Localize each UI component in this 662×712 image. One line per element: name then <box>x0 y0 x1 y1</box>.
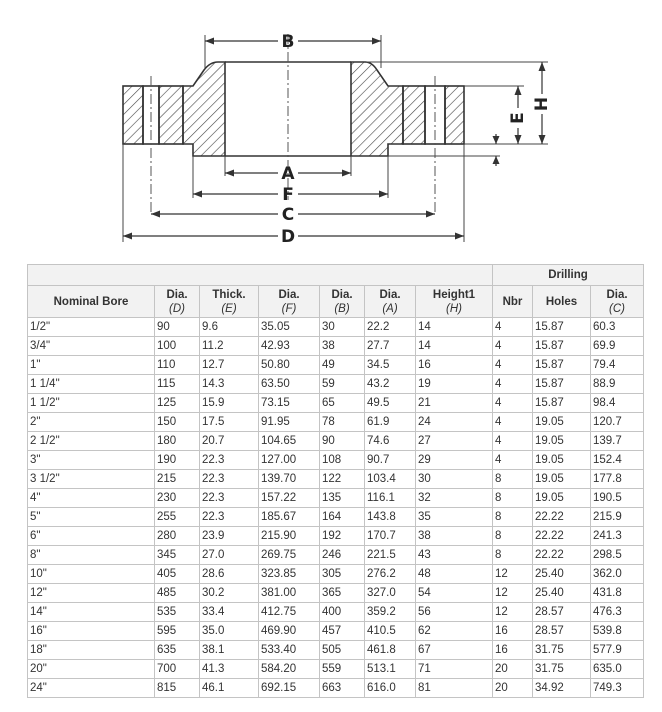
cell-dia-c: 635.0 <box>591 660 644 679</box>
cell-dia-a: 49.5 <box>365 394 416 413</box>
cell-thick-e: 14.3 <box>200 375 259 394</box>
cell-dia-d: 535 <box>155 603 200 622</box>
cell-holes: 34.92 <box>533 679 591 698</box>
table-row <box>28 679 644 698</box>
cell-dia-b: 38 <box>320 337 365 356</box>
cell-dia-b: 457 <box>320 622 365 641</box>
cell-nbr: 8 <box>493 527 533 546</box>
cell-dia-c: 98.4 <box>591 394 644 413</box>
label-b: B <box>281 32 295 52</box>
cell-dia-d: 485 <box>155 584 200 603</box>
cell-holes: 15.87 <box>533 356 591 375</box>
cell-dia-b: 305 <box>320 565 365 584</box>
cell-dia-f: 139.70 <box>259 470 320 489</box>
cell-nominal-bore: 2 1/2" <box>28 432 155 451</box>
cell-nbr: 12 <box>493 603 533 622</box>
cell-dia-f: 42.93 <box>259 337 320 356</box>
cell-dia-a: 221.5 <box>365 546 416 565</box>
header-dia-f: Dia. (F) <box>259 286 320 318</box>
cell-dia-d: 700 <box>155 660 200 679</box>
cell-dia-d: 405 <box>155 565 200 584</box>
cell-thick-e: 20.7 <box>200 432 259 451</box>
cell-thick-e: 27.0 <box>200 546 259 565</box>
cell-nominal-bore: 5" <box>28 508 155 527</box>
cell-dia-c: 152.4 <box>591 451 644 470</box>
cell-dia-f: 692.15 <box>259 679 320 698</box>
cell-nbr: 8 <box>493 470 533 489</box>
cell-dia-d: 100 <box>155 337 200 356</box>
cell-dia-c: 298.5 <box>591 546 644 565</box>
header-blank <box>28 265 493 286</box>
cell-nbr: 20 <box>493 679 533 698</box>
cell-height-h: 19 <box>416 375 493 394</box>
cell-dia-b: 65 <box>320 394 365 413</box>
cell-holes: 22.22 <box>533 546 591 565</box>
table-row <box>28 356 644 375</box>
cell-nominal-bore: 3 1/2" <box>28 470 155 489</box>
header-dia-d: Dia. (D) <box>155 286 200 318</box>
cell-dia-c: 60.3 <box>591 318 644 337</box>
table-row <box>28 508 644 527</box>
cell-height-h: 38 <box>416 527 493 546</box>
cell-dia-f: 533.40 <box>259 641 320 660</box>
cell-nbr: 8 <box>493 508 533 527</box>
table-row <box>28 489 644 508</box>
cell-dia-a: 90.7 <box>365 451 416 470</box>
cell-dia-a: 61.9 <box>365 413 416 432</box>
cell-dia-d: 815 <box>155 679 200 698</box>
cell-nominal-bore: 1/2" <box>28 318 155 337</box>
cell-dia-f: 584.20 <box>259 660 320 679</box>
cell-nbr: 4 <box>493 432 533 451</box>
cell-thick-e: 38.1 <box>200 641 259 660</box>
cell-dia-c: 539.8 <box>591 622 644 641</box>
cell-holes: 19.05 <box>533 489 591 508</box>
cell-thick-e: 12.7 <box>200 356 259 375</box>
cell-holes: 19.05 <box>533 470 591 489</box>
cell-nbr: 4 <box>493 451 533 470</box>
cell-dia-b: 192 <box>320 527 365 546</box>
cell-dia-f: 412.75 <box>259 603 320 622</box>
cell-dia-c: 476.3 <box>591 603 644 622</box>
cell-height-h: 35 <box>416 508 493 527</box>
cell-height-h: 14 <box>416 318 493 337</box>
cell-dia-d: 215 <box>155 470 200 489</box>
table-row <box>28 375 644 394</box>
label-c: C <box>281 205 295 225</box>
cell-nominal-bore: 24" <box>28 679 155 698</box>
cell-dia-d: 635 <box>155 641 200 660</box>
cell-dia-f: 215.90 <box>259 527 320 546</box>
cell-dia-f: 157.22 <box>259 489 320 508</box>
cell-nominal-bore: 20" <box>28 660 155 679</box>
cell-holes: 19.05 <box>533 451 591 470</box>
cell-thick-e: 33.4 <box>200 603 259 622</box>
cell-height-h: 67 <box>416 641 493 660</box>
cell-thick-e: 9.6 <box>200 318 259 337</box>
cell-dia-c: 88.9 <box>591 375 644 394</box>
cell-dia-b: 49 <box>320 356 365 375</box>
cell-dia-c: 241.3 <box>591 527 644 546</box>
cell-dia-d: 230 <box>155 489 200 508</box>
table-row <box>28 432 644 451</box>
cell-nominal-bore: 10" <box>28 565 155 584</box>
cell-dia-b: 135 <box>320 489 365 508</box>
dimensions-table-container <box>27 264 644 698</box>
cell-dia-c: 749.3 <box>591 679 644 698</box>
cell-dia-a: 143.8 <box>365 508 416 527</box>
cell-dia-a: 43.2 <box>365 375 416 394</box>
cell-dia-c: 79.4 <box>591 356 644 375</box>
cell-nominal-bore: 8" <box>28 546 155 565</box>
cell-dia-b: 59 <box>320 375 365 394</box>
cell-thick-e: 35.0 <box>200 622 259 641</box>
cell-dia-b: 663 <box>320 679 365 698</box>
cell-nominal-bore: 1 1/2" <box>28 394 155 413</box>
cell-dia-b: 505 <box>320 641 365 660</box>
cell-dia-f: 50.80 <box>259 356 320 375</box>
cell-dia-c: 577.9 <box>591 641 644 660</box>
cell-dia-a: 34.5 <box>365 356 416 375</box>
table-row <box>28 470 644 489</box>
table-body <box>28 318 644 698</box>
cell-dia-a: 513.1 <box>365 660 416 679</box>
cell-thick-e: 23.9 <box>200 527 259 546</box>
cell-dia-b: 164 <box>320 508 365 527</box>
cell-nbr: 8 <box>493 489 533 508</box>
cell-dia-b: 400 <box>320 603 365 622</box>
cell-nbr: 12 <box>493 565 533 584</box>
cell-dia-b: 122 <box>320 470 365 489</box>
cell-holes: 15.87 <box>533 318 591 337</box>
cell-thick-e: 17.5 <box>200 413 259 432</box>
header-dia-a: Dia. (A) <box>365 286 416 318</box>
cell-dia-d: 280 <box>155 527 200 546</box>
cell-dia-f: 63.50 <box>259 375 320 394</box>
label-h: H <box>532 96 552 112</box>
flange-section <box>123 62 464 156</box>
table-row <box>28 318 644 337</box>
cell-dia-f: 35.05 <box>259 318 320 337</box>
label-f: F <box>282 185 294 205</box>
cell-nbr: 12 <box>493 584 533 603</box>
cell-dia-c: 177.8 <box>591 470 644 489</box>
header-nbr: Nbr <box>493 286 533 318</box>
table-row <box>28 603 644 622</box>
cell-nominal-bore: 18" <box>28 641 155 660</box>
cell-nbr: 4 <box>493 394 533 413</box>
cell-thick-e: 22.3 <box>200 489 259 508</box>
cell-dia-c: 215.9 <box>591 508 644 527</box>
label-a: A <box>281 164 295 184</box>
cell-dia-b: 246 <box>320 546 365 565</box>
cell-dia-b: 78 <box>320 413 365 432</box>
cell-dia-a: 327.0 <box>365 584 416 603</box>
cell-dia-d: 595 <box>155 622 200 641</box>
cell-nominal-bore: 14" <box>28 603 155 622</box>
cell-nominal-bore: 1 1/4" <box>28 375 155 394</box>
cell-height-h: 30 <box>416 470 493 489</box>
cell-holes: 22.22 <box>533 508 591 527</box>
table-row <box>28 413 644 432</box>
table-row <box>28 546 644 565</box>
cell-dia-f: 269.75 <box>259 546 320 565</box>
table-row <box>28 660 644 679</box>
cell-dia-d: 90 <box>155 318 200 337</box>
cell-dia-a: 359.2 <box>365 603 416 622</box>
cell-height-h: 29 <box>416 451 493 470</box>
cell-height-h: 48 <box>416 565 493 584</box>
cell-nominal-bore: 3/4" <box>28 337 155 356</box>
cell-holes: 15.87 <box>533 337 591 356</box>
cell-holes: 22.22 <box>533 527 591 546</box>
cell-dia-b: 559 <box>320 660 365 679</box>
table-row <box>28 622 644 641</box>
cell-dia-d: 180 <box>155 432 200 451</box>
cell-nominal-bore: 6" <box>28 527 155 546</box>
cell-dia-f: 323.85 <box>259 565 320 584</box>
cell-thick-e: 11.2 <box>200 337 259 356</box>
cell-dia-a: 616.0 <box>365 679 416 698</box>
cell-dia-c: 362.0 <box>591 565 644 584</box>
table-header <box>28 265 644 318</box>
table-row <box>28 451 644 470</box>
cell-holes: 15.87 <box>533 375 591 394</box>
cell-nbr: 16 <box>493 622 533 641</box>
cell-dia-d: 190 <box>155 451 200 470</box>
cell-holes: 25.40 <box>533 584 591 603</box>
cell-thick-e: 22.3 <box>200 451 259 470</box>
cell-thick-e: 28.6 <box>200 565 259 584</box>
cell-nominal-bore: 12" <box>28 584 155 603</box>
cell-dia-f: 104.65 <box>259 432 320 451</box>
cell-nbr: 4 <box>493 337 533 356</box>
cell-thick-e: 15.9 <box>200 394 259 413</box>
cell-thick-e: 22.3 <box>200 508 259 527</box>
cell-nominal-bore: 4" <box>28 489 155 508</box>
cell-holes: 31.75 <box>533 660 591 679</box>
cell-holes: 28.57 <box>533 622 591 641</box>
cell-height-h: 71 <box>416 660 493 679</box>
label-d: D <box>280 227 296 247</box>
cell-nbr: 4 <box>493 356 533 375</box>
cell-dia-a: 22.2 <box>365 318 416 337</box>
cell-dia-a: 170.7 <box>365 527 416 546</box>
cell-dia-f: 185.67 <box>259 508 320 527</box>
table-row <box>28 394 644 413</box>
header-holes: Holes <box>533 286 591 318</box>
cell-thick-e: 30.2 <box>200 584 259 603</box>
cell-height-h: 24 <box>416 413 493 432</box>
cell-height-h: 27 <box>416 432 493 451</box>
cell-dia-b: 365 <box>320 584 365 603</box>
cell-nbr: 16 <box>493 641 533 660</box>
cell-dia-a: 74.6 <box>365 432 416 451</box>
header-nominal-bore: Nominal Bore <box>28 286 155 318</box>
table-row <box>28 641 644 660</box>
cell-thick-e: 22.3 <box>200 470 259 489</box>
flange-diagram <box>0 0 662 258</box>
cell-nominal-bore: 1" <box>28 356 155 375</box>
cell-holes: 15.87 <box>533 394 591 413</box>
cell-dia-a: 410.5 <box>365 622 416 641</box>
cell-height-h: 16 <box>416 356 493 375</box>
cell-dia-a: 103.4 <box>365 470 416 489</box>
cell-nominal-bore: 2" <box>28 413 155 432</box>
cell-dia-c: 431.8 <box>591 584 644 603</box>
cell-dia-d: 115 <box>155 375 200 394</box>
cell-dia-d: 125 <box>155 394 200 413</box>
cell-height-h: 21 <box>416 394 493 413</box>
cell-dia-b: 90 <box>320 432 365 451</box>
cell-dia-c: 139.7 <box>591 432 644 451</box>
cell-dia-a: 461.8 <box>365 641 416 660</box>
cell-dia-c: 190.5 <box>591 489 644 508</box>
cell-height-h: 32 <box>416 489 493 508</box>
cell-height-h: 81 <box>416 679 493 698</box>
cell-nbr: 4 <box>493 375 533 394</box>
cell-dia-f: 381.00 <box>259 584 320 603</box>
cell-holes: 19.05 <box>533 432 591 451</box>
header-dia-b: Dia. (B) <box>320 286 365 318</box>
cell-nominal-bore: 3" <box>28 451 155 470</box>
cell-dia-c: 120.7 <box>591 413 644 432</box>
cell-holes: 28.57 <box>533 603 591 622</box>
cell-dia-d: 345 <box>155 546 200 565</box>
cell-nbr: 8 <box>493 546 533 565</box>
cell-holes: 19.05 <box>533 413 591 432</box>
cell-dia-b: 108 <box>320 451 365 470</box>
header-dia-c: Dia. (C) <box>591 286 644 318</box>
label-e: E <box>508 112 528 124</box>
cell-dia-f: 127.00 <box>259 451 320 470</box>
cell-dia-f: 73.15 <box>259 394 320 413</box>
header-thick-e: Thick. (E) <box>200 286 259 318</box>
dimensions-table <box>27 264 644 698</box>
cell-height-h: 62 <box>416 622 493 641</box>
cell-dia-f: 469.90 <box>259 622 320 641</box>
cell-nominal-bore: 16" <box>28 622 155 641</box>
table-row <box>28 584 644 603</box>
cell-dia-a: 27.7 <box>365 337 416 356</box>
cell-thick-e: 46.1 <box>200 679 259 698</box>
cell-thick-e: 41.3 <box>200 660 259 679</box>
cell-nbr: 20 <box>493 660 533 679</box>
header-height-h: Height1 (H) <box>416 286 493 318</box>
table-row <box>28 527 644 546</box>
cell-holes: 31.75 <box>533 641 591 660</box>
cell-dia-f: 91.95 <box>259 413 320 432</box>
table-row <box>28 565 644 584</box>
cell-holes: 25.40 <box>533 565 591 584</box>
cell-dia-a: 116.1 <box>365 489 416 508</box>
cell-dia-d: 255 <box>155 508 200 527</box>
cell-dia-d: 150 <box>155 413 200 432</box>
cell-nbr: 4 <box>493 318 533 337</box>
cell-dia-c: 69.9 <box>591 337 644 356</box>
cell-height-h: 43 <box>416 546 493 565</box>
cell-dia-a: 276.2 <box>365 565 416 584</box>
cell-height-h: 14 <box>416 337 493 356</box>
cell-dia-b: 30 <box>320 318 365 337</box>
cell-dia-d: 110 <box>155 356 200 375</box>
table-row <box>28 337 644 356</box>
cell-nbr: 4 <box>493 413 533 432</box>
cell-height-h: 56 <box>416 603 493 622</box>
header-drilling: Drilling <box>493 265 644 286</box>
cell-height-h: 54 <box>416 584 493 603</box>
